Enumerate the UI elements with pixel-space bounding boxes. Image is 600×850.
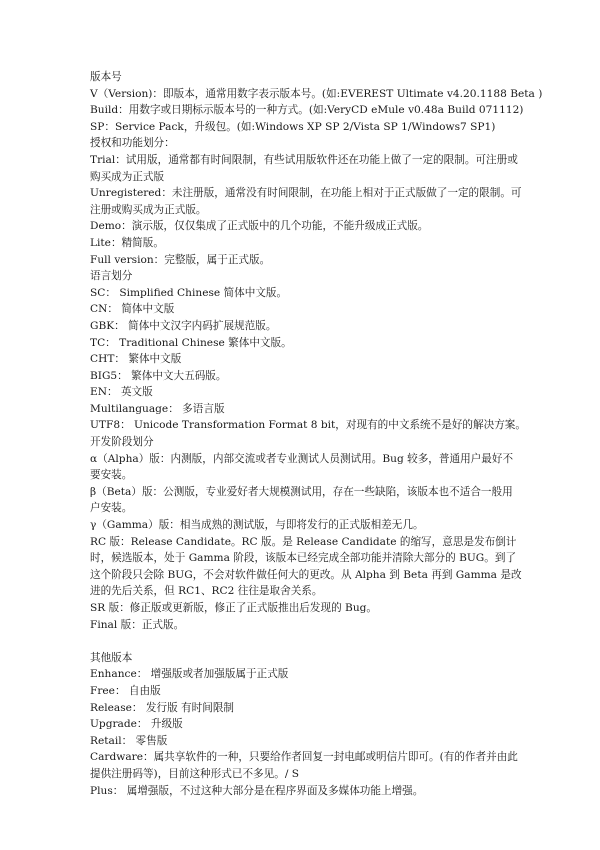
text-version: V（Version)：即版本，通常用数字表示版本号。(如:EVEREST Ultimate v4.20.1188 Beta ) bbox=[90, 87, 543, 100]
text-demo: Demo：演示版，仅仅集成了正式版中的几个功能，不能升级成正式版。 bbox=[90, 220, 429, 233]
document-body bbox=[90, 69, 543, 799]
text-cht: CHT： 繁体中文版 bbox=[90, 353, 182, 366]
text-cn: CN： 简体中文版 bbox=[90, 303, 175, 316]
text-trial: Trial：试用版，通常都有时间限制，有些试用版软件还在功能上做了一定的限制。可注册或购买成为正式版 bbox=[90, 153, 518, 183]
text-rc: RC 版：Release Candidate。RC 版。是 Release Candidate 的缩写，意思是发布倒计时，候选版本，处于 Gamma 阶段，该版本已经完成全部功能并清除大部分的 BUG。到了这个阶段只会除 BUG，不会对软件做任何大的更改。从 Alpha 到 Beta 再到 Gamma 是改进的先后关系，但 RC1、RC2 往往是取舍关系。 bbox=[90, 535, 522, 598]
text-final: Final 版：正式版。 bbox=[90, 618, 185, 631]
text-full-version: Full version：完整版，属于正式版。 bbox=[90, 253, 271, 266]
text-unregistered: Unregistered：未注册版，通常没有时间限制，在功能上相对于正式版做了一定的限制。可注册或购买成为正式版。 bbox=[90, 187, 522, 216]
text-service-pack: SP：Service Pack，升级包。(如:Windows XP SP 2/Vista SP 1/Windows7 SP1) bbox=[90, 120, 496, 133]
text-en: EN： 英文版 bbox=[90, 386, 153, 399]
text-gamma: γ（Gamma）版：相当成熟的测试版，与即将发行的正式版相差无几。 bbox=[90, 519, 424, 532]
text-cardware: Cardware：属共享软件的一种，只要给作者回复一封电邮或明信片即可。(有的作者并由此提供注册码等)，目前这种形式已不多见。/ S bbox=[90, 751, 518, 780]
text-build: Build：用数字或日期标示版本号的一种方式。(如:VeryCD eMule v0.48a Build 071112) bbox=[90, 104, 524, 117]
section-title-version: 版本号 bbox=[90, 71, 122, 83]
text-multilanguage: Multilanguage： 多语言版 bbox=[90, 402, 225, 415]
text-sr: SR 版：修正版或更新版，修正了正式版推出后发现的 Bug。 bbox=[90, 602, 378, 614]
text-free: Free： 自由版 bbox=[90, 684, 161, 697]
text-upgrade: Upgrade： 升级版 bbox=[90, 718, 183, 731]
text-tc: TC： Traditional Chinese 繁体中文版。 bbox=[90, 336, 292, 349]
text-big5: BIG5： 繁体中文大五码版。 bbox=[90, 369, 227, 382]
text-gbk: GBK： 简体中文汉字内码扩展规范版。 bbox=[90, 319, 277, 332]
text-plus: Plus： 属增强版，不过这种大部分是在程序界面及多媒体功能上增强。 bbox=[90, 784, 424, 797]
text-lite: Lite：精简版。 bbox=[90, 236, 164, 249]
section-title-auth: 授权和功能划分： bbox=[90, 137, 175, 150]
section-title-development: 开发阶段划分 bbox=[90, 436, 154, 449]
section-title-language: 语言划分 bbox=[90, 270, 133, 283]
paragraph-spacer bbox=[90, 633, 522, 650]
section-title-other: 其他版本 bbox=[90, 651, 133, 664]
text-alpha: α（Alpha）版：内测版，内部交流或者专业测试人员测试用。Bug 较多，普通用户最好不要安装。 bbox=[90, 452, 514, 482]
text-beta: β（Beta）版：公测版，专业爱好者大规模测试用，存在一些缺陷，该版本也不适合一般用户安装。 bbox=[90, 485, 513, 515]
text-retail: Retail： 零售版 bbox=[90, 734, 168, 747]
text-enhance: Enhance： 增强版或者加强版属于正式版 bbox=[90, 668, 289, 681]
text-release: Release： 发行版 有时间限制 bbox=[90, 701, 235, 714]
text-sc: SC： Simplified Chinese 简体中文版。 bbox=[90, 286, 288, 299]
text-utf8: UTF8： Unicode Transformation Format 8 bit，对现有的中文系统不是好的解决方案。 bbox=[90, 419, 526, 432]
